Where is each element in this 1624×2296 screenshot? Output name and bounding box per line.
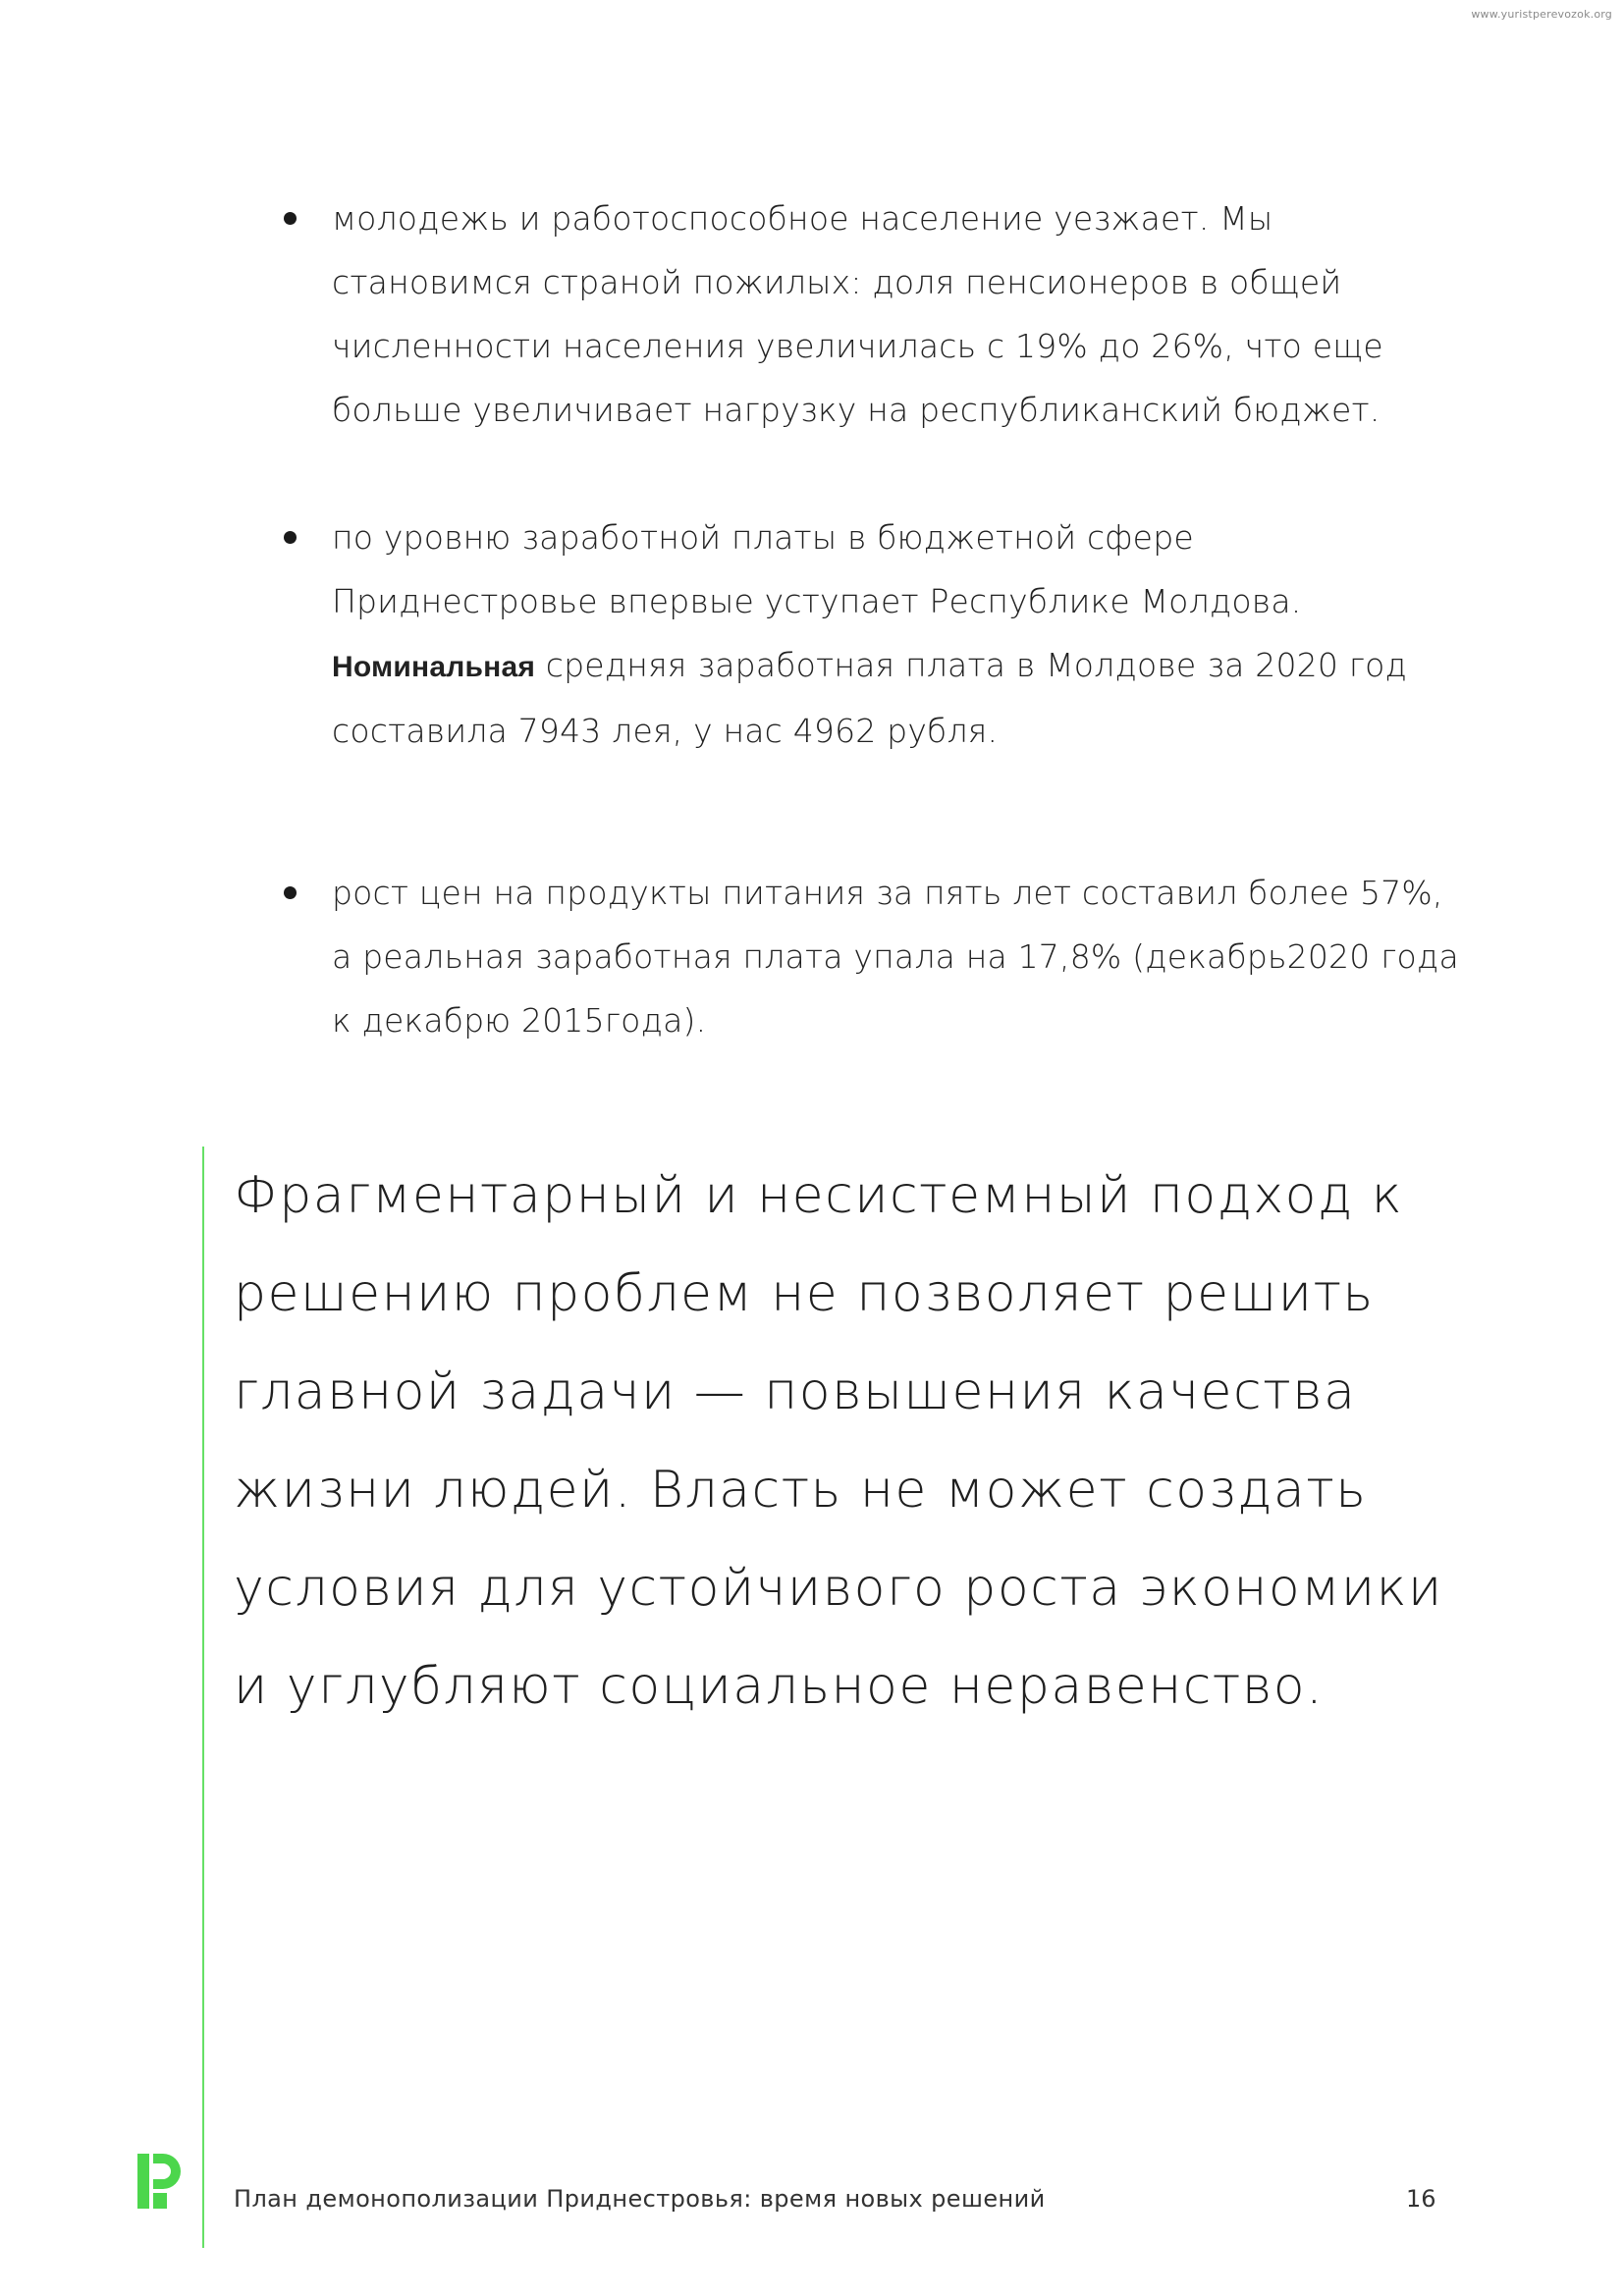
pull-quote: Фрагментарный и несистемный подход к решению проблем не позволяет решить главной задачи — повышения качества жизни людей. Власть не может создать условия для устойчивого роста экономики и углубляют социальное неравенство.: [234, 1166, 1443, 1716]
bullet-list: [280, 187, 1468, 1052]
bullet-item: [280, 506, 1468, 763]
bullet-bold-text: Номинальная: [332, 651, 536, 683]
bullet-item: [280, 861, 1468, 1052]
bullet-icon: [284, 886, 297, 899]
bullet-item: [280, 187, 1468, 442]
page-number: 16: [1406, 2185, 1436, 2213]
bullet-text: рост цен на продукты питания за пять лет составил более 57%, а реальная заработная плата упала на 17,8% (декабрь2020 года к декабрю 2015года).: [332, 874, 1459, 1040]
party-logo-icon: [137, 2154, 181, 2209]
bullet-text: по уровню заработной платы в бюджетной сфере Приднестровье впервые уступает Республике Молдова.: [332, 518, 1302, 620]
footer-document-title: План демонополизации Приднестровья: время новых решений: [234, 2185, 1046, 2213]
bullet-text: молодежь и работоспособное население уезжает. Мы становимся страной пожилых: доля пенсионеров в общей численности населения увеличилась с 19% до 26%, что еще больше увеличивает нагрузку на республиканский бюджет.: [332, 199, 1383, 429]
site-watermark: www.yuristperevozok.org: [1471, 8, 1612, 21]
bullet-icon: [284, 531, 297, 544]
quote-accent-rule: [202, 1147, 204, 2248]
bullet-text: средняя заработная плата в Молдове за 2020 год составила 7943 лея, у нас 4962 рубля.: [332, 646, 1408, 750]
bullet-icon: [284, 212, 297, 225]
